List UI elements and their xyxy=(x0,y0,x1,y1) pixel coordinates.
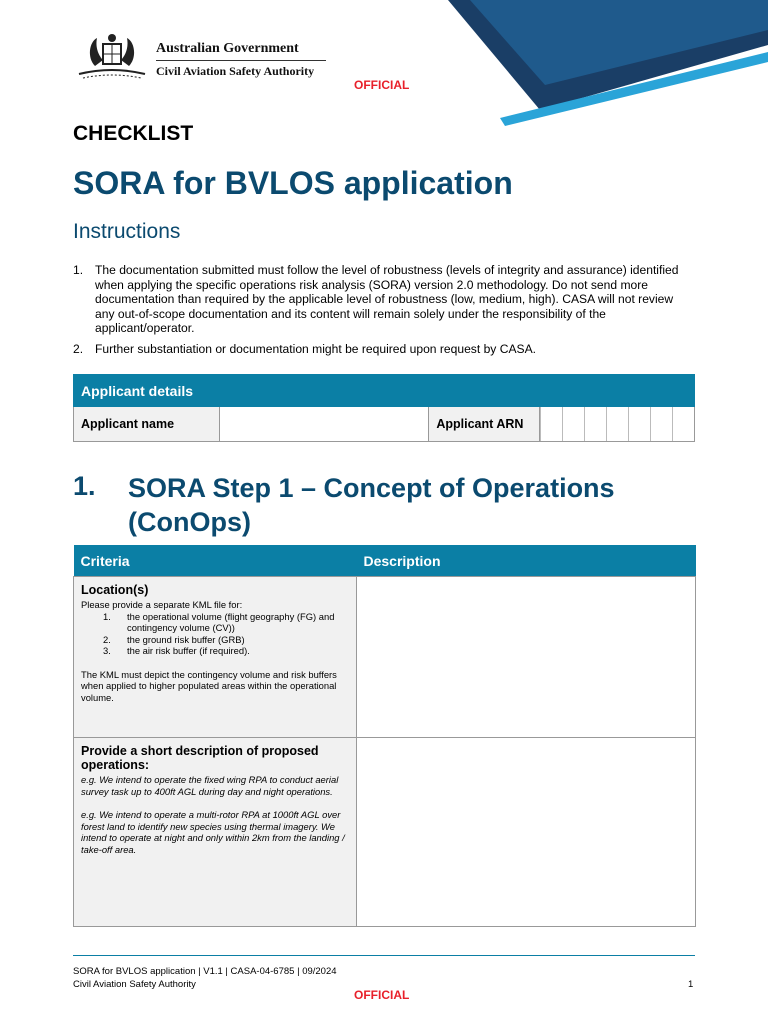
arn-digit-box[interactable] xyxy=(628,407,650,441)
criteria-note: The KML must depict the contingency volume and risk buffers when applied to higher populated areas within the operational volume. xyxy=(81,668,337,703)
section-title: SORA Step 1 – Concept of Operations (ConOps) xyxy=(128,473,615,537)
page-title: SORA for BVLOS application xyxy=(73,165,513,201)
criteria-heading: Location(s) xyxy=(81,583,149,597)
description-input-operations[interactable] xyxy=(357,738,696,927)
table-row-operations xyxy=(74,738,357,927)
gov-name: Australian Government xyxy=(156,41,299,56)
classification-top: OFFICIAL xyxy=(354,78,410,92)
footer-agency: Civil Aviation Safety Authority xyxy=(73,979,196,990)
classification-bottom: OFFICIAL xyxy=(354,988,410,1002)
applicant-arn-label: Applicant ARN xyxy=(429,407,540,442)
arn-digit-box[interactable] xyxy=(540,407,562,441)
section-number: 1. xyxy=(73,471,96,501)
footer-doc-ref: SORA for BVLOS application | V1.1 | CASA-04-6785 | 09/2024 xyxy=(73,966,337,977)
table-row-location xyxy=(74,577,357,738)
applicant-name-field[interactable] xyxy=(220,407,429,442)
applicant-details-table xyxy=(73,374,695,442)
arn-digit-box[interactable] xyxy=(672,407,694,441)
arn-digit-box[interactable] xyxy=(650,407,672,441)
criteria-example: e.g. We intend to operate the fixed wing RPA to conduct aerial survey task up to 400ft AGL during day and night operations. xyxy=(81,774,339,797)
description-column-header: Description xyxy=(357,545,696,577)
arn-digit-box[interactable] xyxy=(584,407,606,441)
agency-name: Civil Aviation Safety Authority xyxy=(156,64,315,78)
footer-divider xyxy=(73,955,695,956)
applicant-details-heading: Applicant details xyxy=(74,375,695,407)
arn-digit-box[interactable] xyxy=(606,407,628,441)
coat-of-arms-logo xyxy=(73,30,151,82)
criteria-heading: Provide a short description of proposed operations: xyxy=(81,744,319,772)
list-item: 1. The documentation submitted must follow the level of robustness (levels of integrity and assurance) identified when applying the specific operations risk analysis (SORA) version 2.0 methodology. Do not send more documentation than required by the applicable level of robustness (low, medium, high). CASA will not review any out-of-scope documentation and its content will remain solely under the responsibility of the applicant/operator. xyxy=(73,263,679,335)
page-number: 1 xyxy=(688,979,694,990)
criteria-example: e.g. We intend to operate a multi-rotor RPA at 1000ft AGL over forest land to identify new species using thermal imagery. We intend to operate at night and only within 2km from the landing / take-off area. xyxy=(81,809,345,855)
list-item: 2. the ground risk buffer (GRB) xyxy=(103,633,245,645)
list-item: 2. Further substantiation or documentation might be required upon request by CASA. xyxy=(73,341,537,356)
conops-table xyxy=(73,545,696,927)
arn-digit-box[interactable] xyxy=(562,407,584,441)
doc-kind: CHECKLIST xyxy=(73,122,194,145)
criteria-intro: Please provide a separate KML file for: xyxy=(81,599,243,610)
list-item: 3. the air risk buffer (if required). xyxy=(103,645,250,656)
criteria-column-header: Criteria xyxy=(74,545,357,577)
instructions-list xyxy=(73,263,695,362)
instructions-heading: Instructions xyxy=(73,220,181,243)
description-input-location[interactable] xyxy=(357,577,696,738)
logo-divider xyxy=(156,60,326,61)
applicant-name-label: Applicant name xyxy=(74,407,220,442)
list-item: 1. the operational volume (flight geography (FG) and contingency volume (CV)) xyxy=(103,610,335,633)
applicant-arn-field[interactable] xyxy=(540,407,695,442)
